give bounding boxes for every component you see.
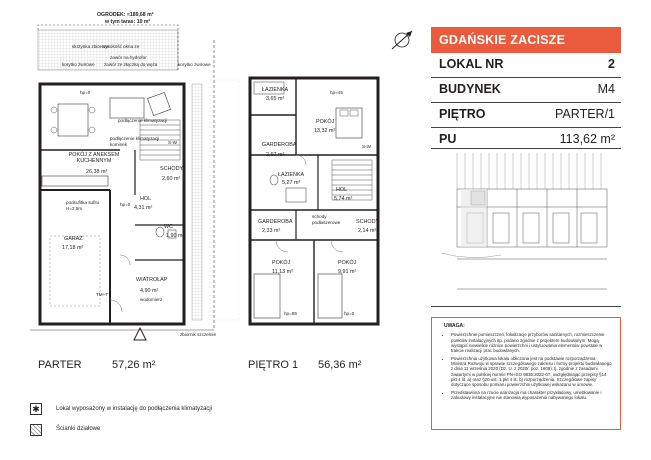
site-plan-box (431, 148, 621, 307)
bath2-room-area: 5,27 m² (282, 180, 301, 186)
attic-stairs-label: schody podłaszerowe (312, 214, 341, 225)
note-item: • Powierzchnie pomieszczeń, lokalizacje przyborów sanitarnych, rozmieszczenie punktów instalacyjnych itp. podano zgodnie z projektem budowlanym. Mogą wystąpić niewielkie różnice powierzchni i ustytuowania elementów powstałe w trakcie realizacji prac budowlanych. (451, 332, 612, 353)
garage-ceiling-label: podsufitka sufitu H=2,5m (66, 200, 100, 211)
info-key: BUDYNEK (439, 82, 501, 96)
info-key: LOKAL NR (439, 57, 504, 71)
garage-room-area: 17,18 m² (62, 245, 84, 251)
ground-floor-area: 57,26 m² (112, 359, 156, 371)
info-key: PIĘTRO (439, 107, 486, 121)
hp45-label: hp=45 (330, 90, 343, 95)
garden-area-label: OGRODEK: ≈189,68 m² (97, 12, 154, 18)
outdoor-label: korytko żwirowe (62, 62, 95, 67)
kitchen-room-name: POKÓJ Z ANEKSEM KUCHENNYM (68, 152, 120, 164)
notes-title: UWAGA: (444, 323, 465, 329)
brand-title: GDAŃSKIE ZACISZE (431, 27, 621, 53)
hall-room-area: 4,31 m² (134, 205, 153, 211)
site-plan-map (431, 149, 621, 306)
outdoor-label: skrzynka zbiorcza (72, 44, 109, 49)
hall-room-name: HOL (140, 196, 152, 202)
hp0-label: hp=0 (344, 311, 355, 316)
wc-room-area: 1,90 m² (166, 233, 185, 239)
water-meter-label: wodomierz (140, 297, 163, 302)
partition-legend-icon (30, 424, 42, 436)
wardrobe2-room-area: 2,33 m² (262, 228, 281, 234)
room-right-name: POKÓJ (338, 260, 357, 266)
sw-upper-label: S-W (362, 144, 371, 149)
hall-upper-area: 5,74 m² (334, 196, 353, 202)
windbreak-room-name: WIATROŁAP (136, 277, 168, 283)
room-right-area: 9,91 m² (338, 269, 357, 275)
kitchen-room-area: 26,38 m² (86, 169, 108, 175)
bath1-room-area: 3,65 m² (266, 96, 285, 102)
stairs-upper-name: SCHODY (356, 219, 380, 225)
compass-icon (388, 27, 416, 53)
first-floor-label: PIĘTRO 1 (248, 359, 299, 371)
info-row-building (431, 78, 621, 102)
note-item: • Przedstawiona na rzucie aranżacja ma charakter przykładowy, umeblowanie i zabudowy instalacyjne nie stanowią wyposażenia nabywanego lokalu. (451, 390, 612, 401)
first-floor-area: 56,36 m² (318, 359, 362, 371)
bath1-room-name: ŁAZIENKA (262, 87, 289, 93)
outdoor-label: zawór ze złączką do węża (104, 62, 158, 67)
hall-upper-name: HOL (336, 187, 348, 193)
outdoor-label: korytko żwirowe (178, 62, 211, 67)
wardrobe1-room-name: GARDEROBA (262, 142, 297, 148)
wc-room-name: WC (164, 224, 173, 230)
outdoor-label: zbiornik szczelnie (180, 332, 216, 337)
bath2-room-name: ŁAZIENKA (278, 172, 305, 178)
outdoor-label: zawór na hydrofor (110, 55, 147, 60)
stairs-room-area: 2,60 m² (162, 176, 181, 182)
room-top-name: POKÓJ (316, 119, 335, 125)
note-item: • Powierzchnia użytkowa lokalu obliczona jest na podstawie rozporządzenia Ministra Rozwoju w sprawie szczegółowego zakresu i formy projektu budowlanego z dnia 11 września 2020 (Dz. U. z 2020r. poz. 1609), tj. zgodnie z zasadami zawartymi w polskiej normie PN-ISO 9836:2022-07, uwzględniając przepisy §14 pkt 4 lit. a) oraz §20 ust. 1 pkt 4 lit. b) rozporządzenia. Szczegółowe zapisy dotyczące sposobu pomiaru powierzchni użytkowej wskazano w umowie. (451, 356, 612, 388)
terrace-area-label: w tym taras: 10 m² (105, 19, 151, 25)
tm-label: TM+TT (96, 292, 111, 297)
info-row-floor (431, 103, 621, 127)
info-value: 2 (608, 57, 615, 71)
info-key: PU (439, 132, 457, 146)
outdoor-label: wysokość okna ze (102, 44, 140, 49)
ground-floor-plan (0, 0, 240, 460)
wardrobe2-room-name: GARDEROBA (258, 219, 293, 225)
clima-legend-icon: ✱ (30, 403, 42, 415)
sw-label: S-W (168, 140, 177, 145)
notes-box (431, 317, 621, 430)
info-row-unit (431, 53, 621, 77)
wardrobe1-room-area: 2,67 m² (266, 152, 285, 158)
info-value: 113,62 m² (559, 132, 615, 146)
stairs-room-name: SCHODY (160, 166, 184, 172)
legend-label: Lokal wyposażony w instalację do podłączenia klimatyzacji (56, 406, 213, 412)
hp-label: hp=0 (80, 90, 91, 95)
info-value: M4 (597, 82, 615, 96)
hall-hp-label: hp=0 (120, 202, 131, 207)
windbreak-room-area: 4,90 m² (140, 288, 159, 294)
room-left-area: 11,13 m² (272, 269, 293, 275)
room-top-area: 13,32 m² (314, 128, 336, 134)
garage-room-name: GARAŻ (64, 236, 83, 242)
ground-floor-label: PARTER (38, 359, 82, 371)
legend-label: Ścianki działowe (56, 426, 101, 432)
stairs-upper-area: 2,14 m² (358, 228, 377, 234)
info-value: PARTER/1 (555, 107, 615, 121)
first-floor-plan (236, 60, 391, 335)
clima-label: podłączenie klimatyzacji (118, 118, 168, 123)
heater-label: podłączenie klimatyzacji kominek (110, 136, 160, 147)
room-left-name: POKÓJ (272, 260, 291, 266)
hp85-label: hp=85 (284, 311, 297, 316)
